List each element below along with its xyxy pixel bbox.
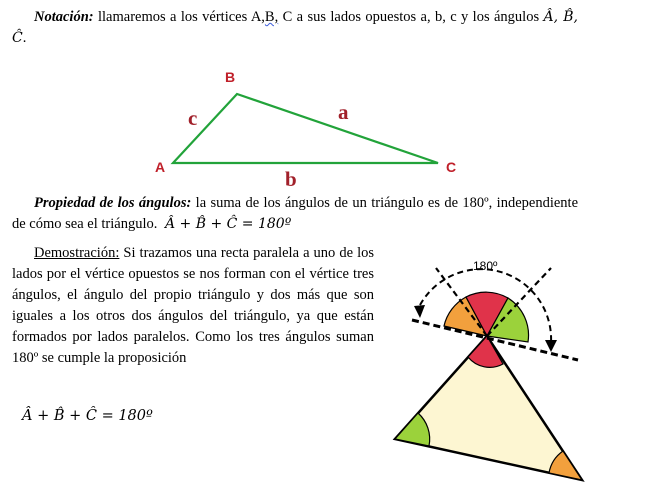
propiedad-text: la suma de los ángulos de un triángulo es de 180º, independiente de cómo sea el triángulo.: [12, 195, 578, 232]
vertex-label-c: C: [446, 159, 457, 175]
triangle-demo-diagram: [395, 259, 582, 480]
demo-arrow-right-icon: [545, 340, 557, 352]
notacion-heading: Notación:: [34, 9, 94, 25]
demostracion-formula: Â + B̂ + Ĉ = 180º: [22, 408, 153, 424]
propiedad-paragraph: [12, 193, 578, 235]
notacion-end: .: [22, 30, 27, 46]
vertex-label-a: A: [155, 159, 166, 175]
notacion-text-2: C a sus lados opuestos a, b, c y los ángulos: [278, 9, 544, 25]
propiedad-formula: Â + B̂ + Ĉ = 180º: [164, 216, 292, 232]
side-label-b: b: [285, 167, 297, 191]
triangle-abc: [173, 94, 438, 163]
side-label-a: a: [338, 100, 349, 124]
demo-180-label: 180º: [473, 259, 498, 273]
propiedad-heading: Propiedad de los ángulos:: [34, 195, 192, 211]
side-label-c: c: [188, 106, 198, 130]
notacion-text-b: B,: [264, 9, 279, 25]
vertex-label-b: B: [225, 69, 236, 85]
demostracion-text: Si trazamos una recta paralela a uno de los lados por el vértice opuestos se nos forman con el vértice tres ángulos, el ángulo del propio triángulo y dos más que son iguales a los otros dos ángulos del triángulo, ya que están formados por lados paralelos. Como los tres ángulos suman 180º se cumple la proposición: [12, 245, 374, 366]
demo-arrow-left-icon: [414, 305, 425, 318]
demostracion-paragraph: [12, 243, 374, 369]
demostracion-heading: Demostración:: [34, 245, 120, 261]
notacion-text-1: llamaremos a los vértices A,: [98, 9, 265, 25]
notacion-angles: Â, B̂, Ĉ: [12, 9, 578, 46]
